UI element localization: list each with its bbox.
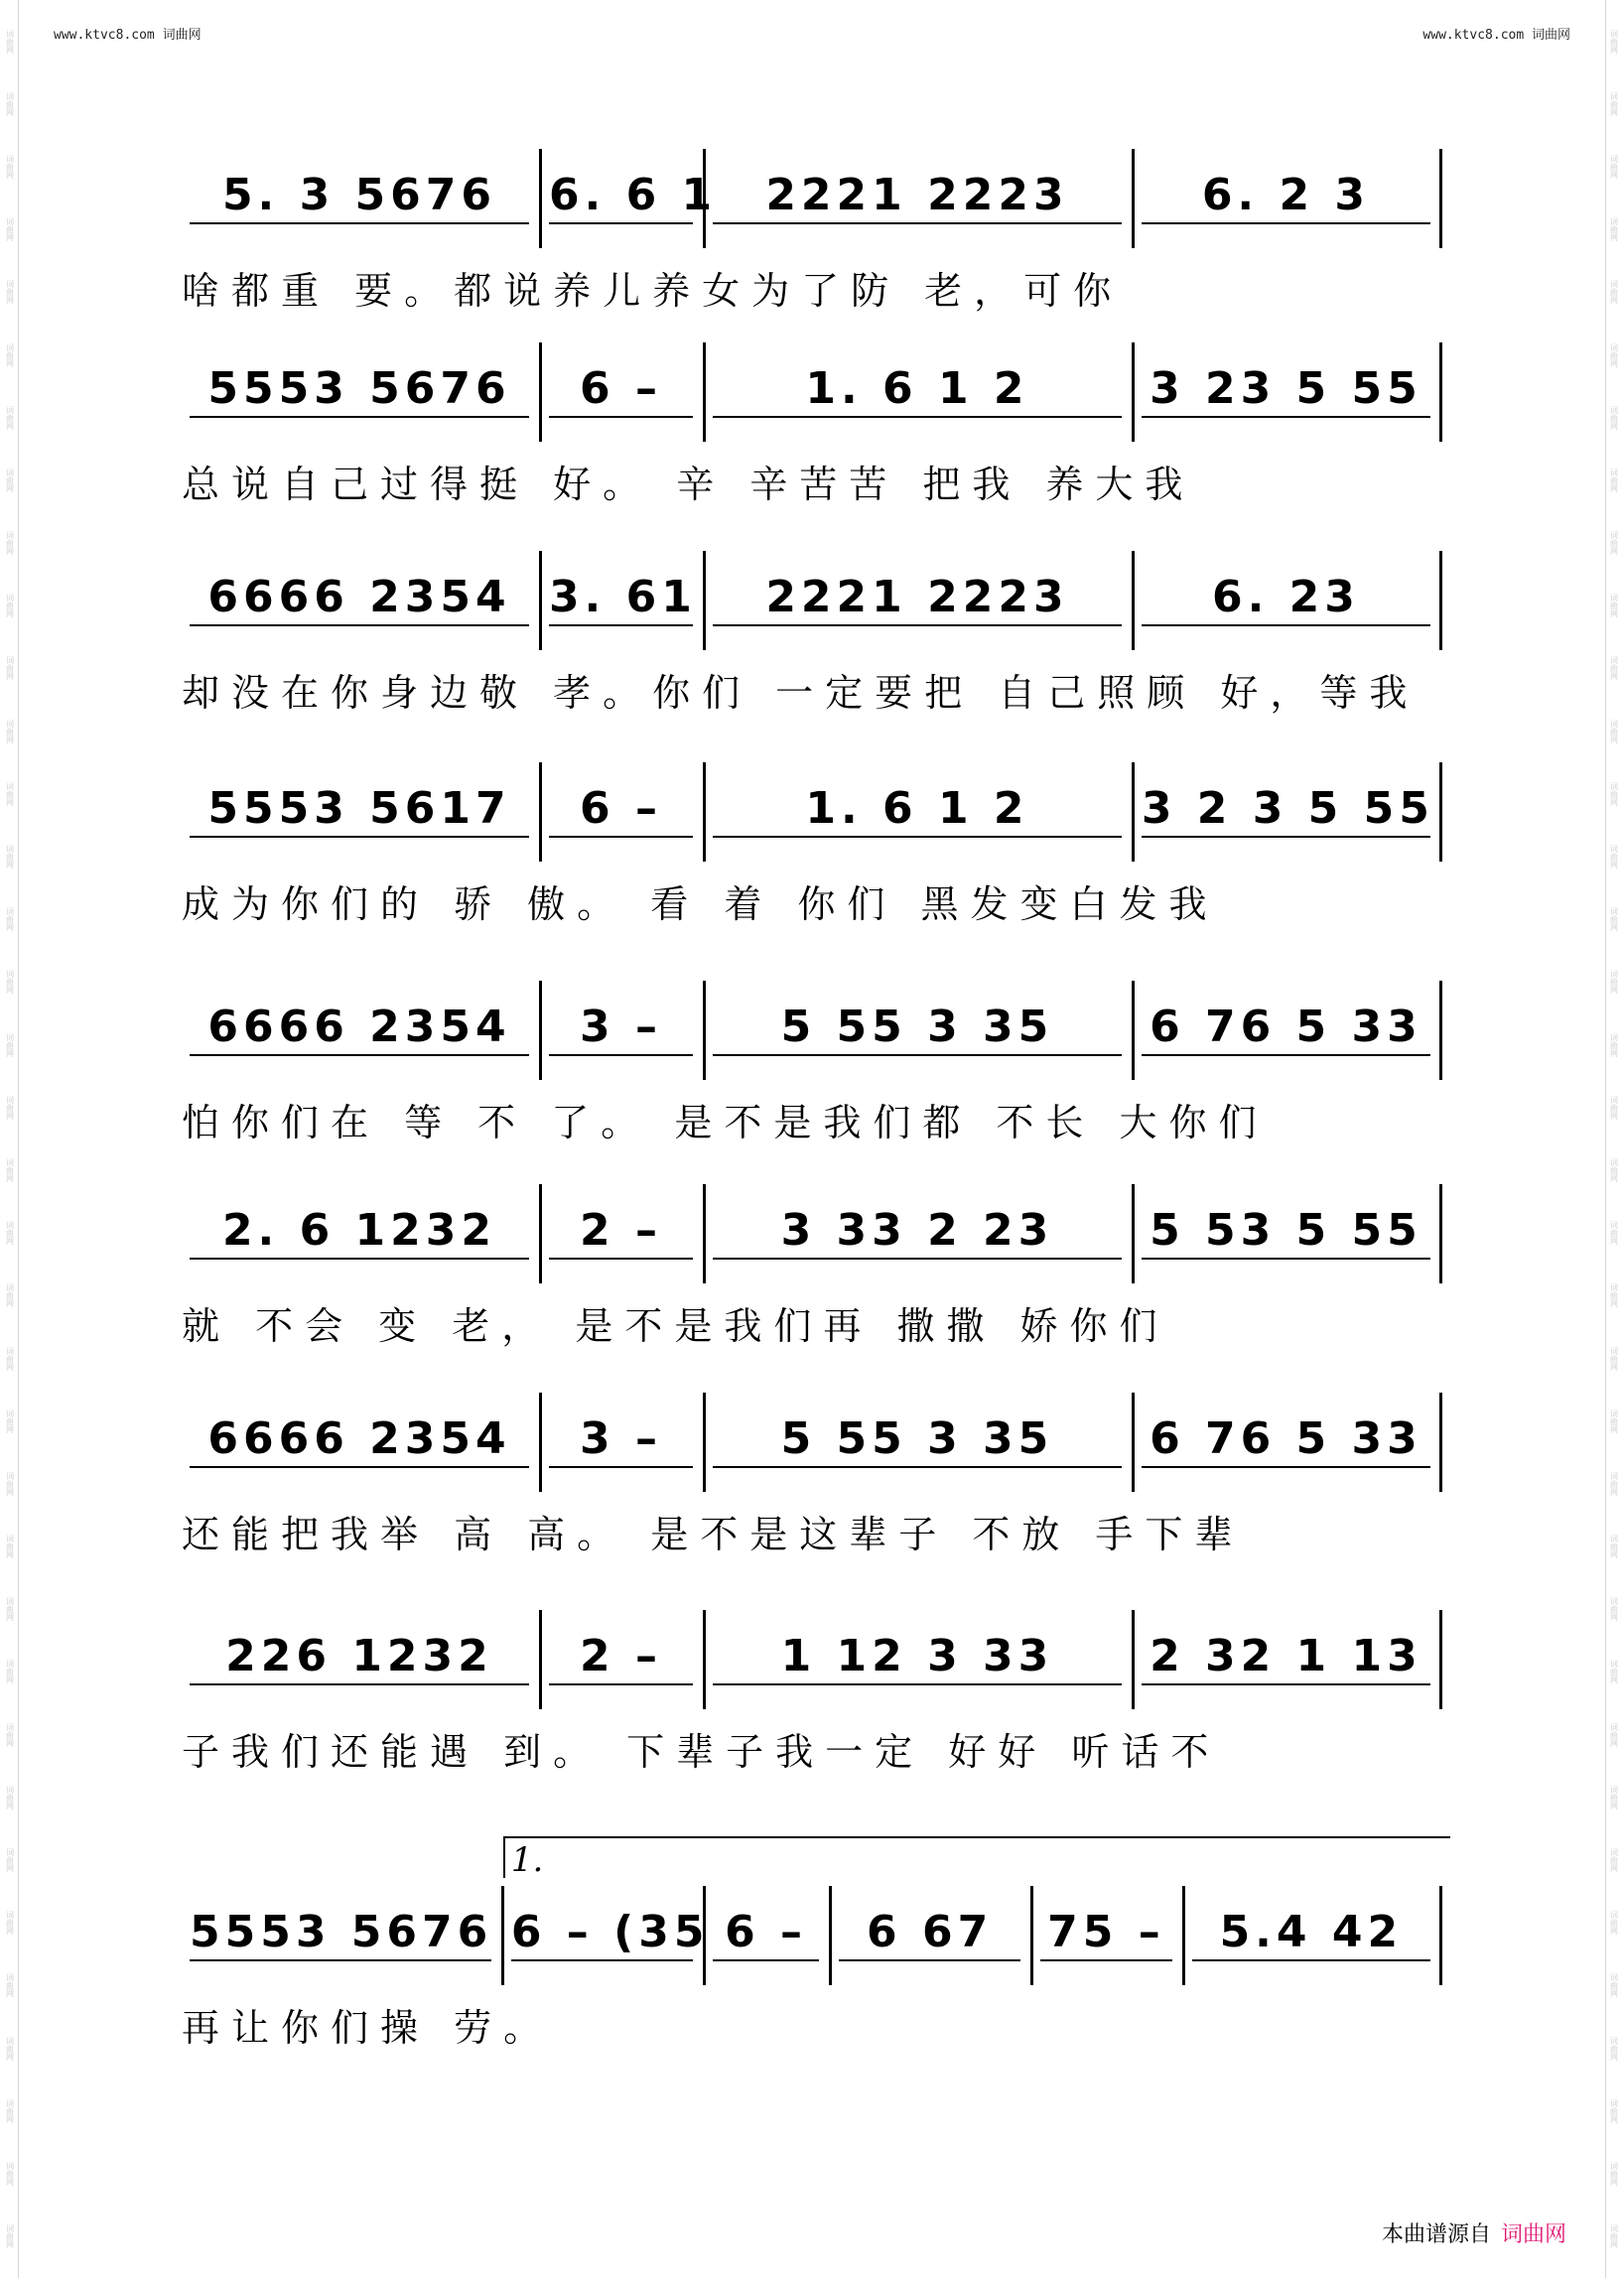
- watermark-glyph: 词曲网: [5, 405, 15, 430]
- barline: [1132, 1610, 1135, 1709]
- watermark-glyph: 词曲网: [5, 29, 15, 54]
- watermark-glyph: 词曲网: [1609, 342, 1619, 367]
- measure: 6 –: [549, 782, 693, 838]
- watermark-glyph: 词曲网: [1609, 1095, 1619, 1120]
- watermark-glyph: 词曲网: [1609, 656, 1619, 681]
- watermark-glyph: 词曲网: [1609, 2098, 1619, 2123]
- measure: 1 12 3 33: [713, 1630, 1122, 1685]
- barline: [1132, 1184, 1135, 1283]
- watermark-glyph: 词曲网: [1609, 1408, 1619, 1433]
- watermark-glyph: 词曲网: [5, 656, 15, 681]
- barline: [1132, 762, 1135, 862]
- notes-row: [182, 342, 1442, 442]
- header-right: www.ktvc8.com 词曲网: [1422, 28, 1570, 43]
- barline: [1439, 762, 1442, 862]
- watermark-glyph: 词曲网: [5, 217, 15, 242]
- measure: 6 76 5 33: [1142, 1412, 1430, 1468]
- lyric-line: 再让你们操 劳。: [182, 2006, 554, 2050]
- watermark-glyph: 词曲网: [1609, 217, 1619, 242]
- notes-row: [182, 981, 1442, 1080]
- watermark-glyph: 词曲网: [5, 280, 15, 305]
- barline: [1132, 551, 1135, 650]
- barline: [1439, 1886, 1442, 1985]
- notes-row: [182, 762, 1442, 862]
- watermark-glyph: 词曲网: [1609, 29, 1619, 54]
- watermark-glyph: 词曲网: [5, 1408, 15, 1433]
- left-watermark-strip: [3, 10, 17, 2268]
- left-border-rule: [18, 0, 19, 2278]
- measure: 6666 2354: [190, 1412, 529, 1468]
- barline: [829, 1886, 832, 1985]
- watermark-glyph: 词曲网: [1609, 1221, 1619, 1246]
- watermark-glyph: 词曲网: [5, 781, 15, 806]
- barline: [539, 981, 542, 1080]
- barline: [1182, 1886, 1185, 1985]
- notes-row: [182, 149, 1442, 248]
- lyric-line: 怕你们在 等 不 了。 是不是我们都 不长 大你们: [182, 1101, 1269, 1144]
- watermark-glyph: 词曲网: [5, 154, 15, 179]
- lyric-line: 子我们还能遇 到。 下辈子我一定 好好 听话不: [182, 1730, 1221, 1774]
- watermark-glyph: 词曲网: [1609, 1722, 1619, 1747]
- notes-row: [182, 1393, 1442, 1492]
- watermark-glyph: 词曲网: [5, 2098, 15, 2123]
- measure: 3 33 2 23: [713, 1204, 1122, 1260]
- barline: [1439, 342, 1442, 442]
- barline: [1132, 342, 1135, 442]
- barline: [703, 1393, 706, 1492]
- watermark-glyph: 词曲网: [5, 1973, 15, 1998]
- barline: [703, 551, 706, 650]
- barline: [1132, 981, 1135, 1080]
- barline: [1439, 981, 1442, 1080]
- watermark-glyph: 词曲网: [1609, 91, 1619, 116]
- header-left: www.ktvc8.com 词曲网: [54, 28, 202, 43]
- watermark-glyph: 词曲网: [5, 719, 15, 743]
- watermark-glyph: 词曲网: [5, 1471, 15, 1496]
- barline: [703, 1610, 706, 1709]
- barline: [703, 149, 706, 248]
- watermark-glyph: 词曲网: [1609, 280, 1619, 305]
- watermark-glyph: 词曲网: [5, 1535, 15, 1559]
- watermark-glyph: 词曲网: [5, 845, 15, 870]
- watermark-glyph: 词曲网: [1609, 154, 1619, 179]
- watermark-glyph: 词曲网: [5, 907, 15, 932]
- watermark-glyph: 词曲网: [5, 1660, 15, 1684]
- measure: 3 –: [549, 1001, 693, 1056]
- barline: [539, 342, 542, 442]
- measure: 2 –: [549, 1204, 693, 1260]
- watermark-glyph: 词曲网: [1609, 1157, 1619, 1182]
- barline: [703, 981, 706, 1080]
- measure: 2 32 1 13: [1142, 1630, 1430, 1685]
- watermark-glyph: 词曲网: [1609, 531, 1619, 556]
- barline: [539, 1610, 542, 1709]
- barline: [539, 1184, 542, 1283]
- measure: 6 67: [839, 1906, 1020, 1961]
- watermark-glyph: 词曲网: [1609, 781, 1619, 806]
- notes-row: [182, 1610, 1442, 1709]
- watermark-glyph: 词曲网: [1609, 1535, 1619, 1559]
- measure: 6 –: [549, 362, 693, 418]
- watermark-glyph: 词曲网: [1609, 1597, 1619, 1622]
- barline: [703, 1184, 706, 1283]
- barline: [1132, 149, 1135, 248]
- watermark-glyph: 词曲网: [5, 1095, 15, 1120]
- measure: 3 2 3 5 55: [1142, 782, 1430, 838]
- lyric-line: 总说自己过得挺 好。 辛 辛苦苦 把我 养大我: [182, 463, 1195, 506]
- measure: 6. 6 1: [549, 169, 693, 224]
- measure: 3 –: [549, 1412, 693, 1468]
- watermark-glyph: 词曲网: [5, 1157, 15, 1182]
- watermark-glyph: 词曲网: [5, 1785, 15, 1809]
- lyric-line: 啥都重 要。都说养儿养女为了防 老，可你: [182, 269, 1124, 313]
- measure: 1. 6 1 2: [713, 782, 1122, 838]
- watermark-glyph: 词曲网: [1609, 1032, 1619, 1057]
- barline: [539, 1393, 542, 1492]
- right-watermark-strip: [1607, 10, 1621, 2268]
- barline: [1132, 1393, 1135, 1492]
- measure: 5553 5676: [190, 362, 529, 418]
- lyric-line: 成为你们的 骄 傲。 看 着 你们 黑发变白发我: [182, 882, 1219, 926]
- watermark-glyph: 词曲网: [5, 1346, 15, 1371]
- watermark-glyph: 词曲网: [1609, 1283, 1619, 1308]
- watermark-glyph: 词曲网: [5, 1221, 15, 1246]
- barline: [1439, 149, 1442, 248]
- measure: 2221 2223: [713, 571, 1122, 626]
- measure: 2221 2223: [713, 169, 1122, 224]
- watermark-glyph: 词曲网: [1609, 2161, 1619, 2186]
- barline: [1439, 1184, 1442, 1283]
- watermark-glyph: 词曲网: [1609, 1471, 1619, 1496]
- watermark-glyph: 词曲网: [5, 342, 15, 367]
- barline: [703, 342, 706, 442]
- measure: 5553 5617: [190, 782, 529, 838]
- watermark-glyph: 词曲网: [1609, 1660, 1619, 1684]
- measure: 2 –: [549, 1630, 693, 1685]
- barline: [703, 762, 706, 862]
- measure: 3. 61: [549, 571, 693, 626]
- watermark-glyph: 词曲网: [5, 594, 15, 618]
- barline: [703, 1886, 706, 1985]
- watermark-glyph: 词曲网: [1609, 1346, 1619, 1371]
- barline: [501, 1886, 504, 1985]
- watermark-glyph: 词曲网: [5, 1722, 15, 1747]
- measure: 6666 2354: [190, 571, 529, 626]
- watermark-glyph: 词曲网: [5, 1032, 15, 1057]
- volta-bracket: 1.: [503, 1836, 1450, 1878]
- right-border-rule: [1605, 0, 1606, 2278]
- lyric-line: 就 不会 变 老， 是不是我们再 撒撒 娇你们: [182, 1304, 1169, 1348]
- barline: [539, 551, 542, 650]
- barline: [1030, 1886, 1033, 1985]
- watermark-glyph: 词曲网: [1609, 2224, 1619, 2249]
- measure: 2. 6 1232: [190, 1204, 529, 1260]
- measure: 3 23 5 55: [1142, 362, 1430, 418]
- measure: 5 55 3 35: [713, 1412, 1122, 1468]
- watermark-glyph: 词曲网: [1609, 405, 1619, 430]
- lyric-line: 却没在你身边敬 孝。你们 一定要把 自己照顾 好，等我: [182, 671, 1420, 715]
- measure: 6. 2 3: [1142, 169, 1430, 224]
- measure: 1. 6 1 2: [713, 362, 1122, 418]
- measure: 5 55 3 35: [713, 1001, 1122, 1056]
- watermark-glyph: 词曲网: [5, 1597, 15, 1622]
- watermark-glyph: 词曲网: [1609, 1785, 1619, 1809]
- measure: 6 –: [713, 1906, 819, 1961]
- measure: 6 – (35: [511, 1906, 693, 1961]
- watermark-glyph: 词曲网: [5, 2036, 15, 2061]
- measure: 5 53 5 55: [1142, 1204, 1430, 1260]
- footer-brand: 词曲网: [1500, 2222, 1566, 2247]
- watermark-glyph: 词曲网: [5, 970, 15, 995]
- measure: 6 76 5 33: [1142, 1001, 1430, 1056]
- watermark-glyph: 词曲网: [5, 1848, 15, 1873]
- lyric-line: 还能把我举 高 高。 是不是这辈子 不放 手下辈: [182, 1513, 1245, 1556]
- watermark-glyph: 词曲网: [1609, 1911, 1619, 1936]
- measure: 6666 2354: [190, 1001, 529, 1056]
- watermark-glyph: 词曲网: [1609, 719, 1619, 743]
- watermark-glyph: 词曲网: [5, 2161, 15, 2186]
- watermark-glyph: 词曲网: [5, 468, 15, 492]
- watermark-glyph: 词曲网: [5, 1283, 15, 1308]
- watermark-glyph: 词曲网: [1609, 1973, 1619, 1998]
- measure: 6. 23: [1142, 571, 1430, 626]
- barline: [1439, 551, 1442, 650]
- notes-row: [182, 551, 1442, 650]
- watermark-glyph: 词曲网: [1609, 907, 1619, 932]
- watermark-glyph: 词曲网: [5, 531, 15, 556]
- measure: 75 –: [1040, 1906, 1171, 1961]
- watermark-glyph: 词曲网: [1609, 845, 1619, 870]
- barline: [1439, 1393, 1442, 1492]
- footer-prefix: 本曲谱源自: [1381, 2222, 1491, 2247]
- watermark-glyph: 词曲网: [1609, 594, 1619, 618]
- watermark-glyph: 词曲网: [5, 2224, 15, 2249]
- watermark-glyph: 词曲网: [1609, 2036, 1619, 2061]
- barline: [539, 149, 542, 248]
- measure: 5553 5676: [190, 1906, 491, 1961]
- barline: [539, 762, 542, 862]
- watermark-glyph: 词曲网: [1609, 1848, 1619, 1873]
- notes-row: [182, 1184, 1442, 1283]
- watermark-glyph: 词曲网: [1609, 970, 1619, 995]
- watermark-glyph: 词曲网: [5, 1911, 15, 1936]
- footer-source: [1382, 2217, 1566, 2248]
- notes-row: [182, 1886, 1442, 1985]
- watermark-glyph: 词曲网: [1609, 468, 1619, 492]
- watermark-glyph: 词曲网: [5, 91, 15, 116]
- measure: 226 1232: [190, 1630, 529, 1685]
- measure: 5.4 42: [1192, 1906, 1430, 1961]
- barline: [1439, 1610, 1442, 1709]
- measure: 5. 3 5676: [190, 169, 529, 224]
